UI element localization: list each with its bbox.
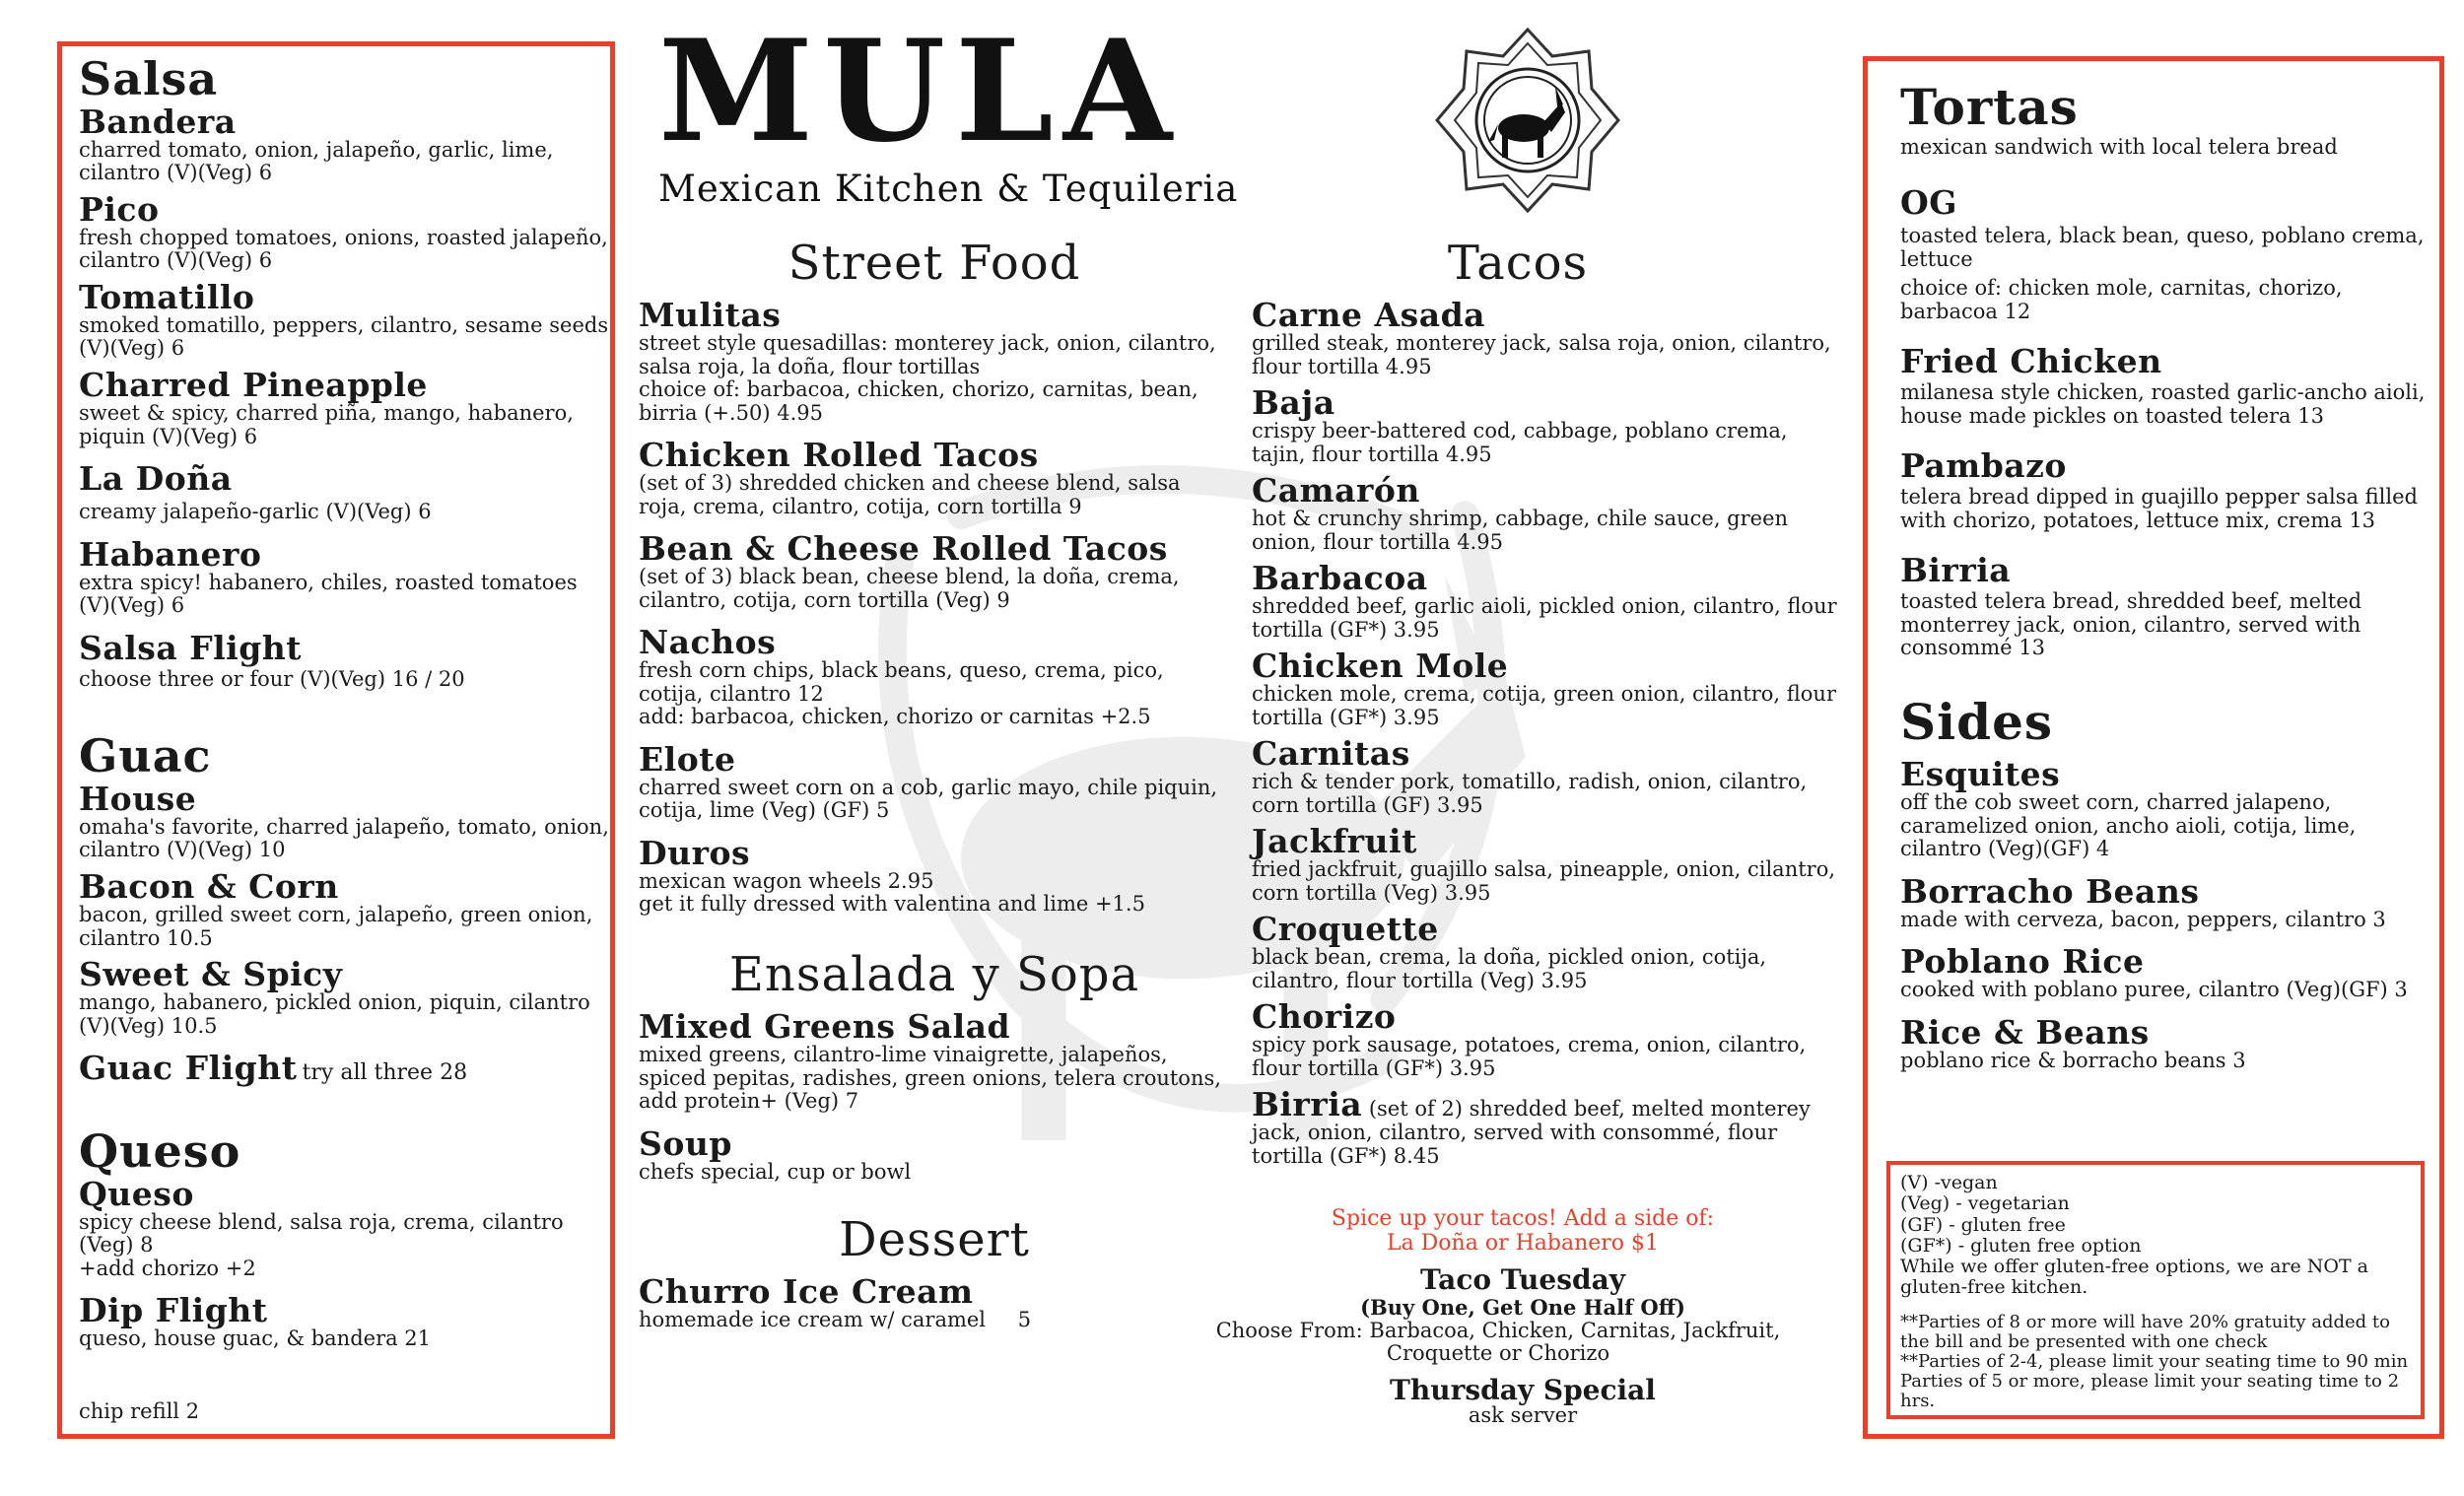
dessert-heading: Dessert bbox=[839, 1212, 1030, 1268]
taco-item bbox=[1252, 997, 1843, 1080]
legend bbox=[1900, 1173, 2413, 1411]
item-name: Bacon & Corn bbox=[79, 867, 339, 906]
ensalada-heading: Ensalada y Sopa bbox=[728, 946, 1140, 1002]
item-name: Birria bbox=[1252, 1085, 1363, 1124]
legend-note: **Parties of 8 or more will have 20% gratuity added to the bill and be presented with one check bbox=[1900, 1311, 2390, 1352]
item-desc: poblano rice & borracho beans 3 bbox=[1900, 1048, 2246, 1072]
street-food-item bbox=[639, 436, 1230, 518]
item-desc: extra spicy! habanero, chiles, roasted tomatoes (V)(Veg) 6 bbox=[79, 570, 578, 618]
item-name: Bean & Cheese Rolled Tacos bbox=[639, 529, 1168, 569]
item-name: Soup bbox=[639, 1123, 732, 1163]
item-desc: sweet & spicy, charred piña, mango, habanero, piquin (V)(Veg) 6 bbox=[79, 400, 574, 448]
item-desc-extra: choice of: chicken mole, carnitas, chorizo, barbacoa 12 bbox=[1900, 276, 2343, 323]
item-name: Chorizo bbox=[1252, 997, 1397, 1037]
torta-item bbox=[1900, 183, 2432, 323]
taco-item bbox=[1252, 559, 1843, 642]
item-desc: fresh chopped tomatoes, onions, roasted jalapeño, cilantro (V)(Veg) 6 bbox=[79, 225, 608, 273]
restaurant-logo-title: MULA bbox=[658, 10, 1183, 173]
item-desc: crispy beer-battered cod, cabbage, poblano crema, tajin, flour tortilla 4.95 bbox=[1252, 419, 1788, 466]
item-desc bbox=[639, 1309, 1230, 1332]
street-food-item bbox=[639, 296, 1230, 425]
item-name: Birria bbox=[1900, 551, 2012, 590]
tortas-heading: Tortas bbox=[1900, 78, 2079, 136]
street-food-heading: Street Food bbox=[787, 236, 1081, 291]
queso-item bbox=[79, 1291, 611, 1351]
salsa-heading: Salsa bbox=[79, 52, 219, 105]
item-desc: (set of 2) shredded beef, melted monterey jack, onion, cilantro, served with consommé, flour tortilla (GF*) 8.45 bbox=[1252, 1097, 1811, 1168]
item-desc: chefs special, cup or bowl bbox=[639, 1159, 912, 1184]
item-desc: creamy jalapeño-garlic (V)(Veg) 6 bbox=[79, 500, 432, 524]
item-name: Charred Pineapple bbox=[79, 365, 428, 404]
guac-item bbox=[79, 955, 611, 1038]
item-desc: queso, house guac, & bandera 21 bbox=[79, 1326, 432, 1351]
taco-tuesday-title: Taco Tuesday bbox=[1420, 1263, 1625, 1297]
item-desc: toasted telera, black bean, queso, poblano crema, lettuce bbox=[1900, 224, 2425, 271]
salsa-item bbox=[79, 365, 611, 448]
item-name: Barbacoa bbox=[1252, 559, 1428, 598]
thursday-special-subtitle: ask server bbox=[1468, 1402, 1578, 1427]
taco-item bbox=[1252, 910, 1843, 992]
item-name: Dip Flight bbox=[79, 1291, 268, 1330]
restaurant-subtitle: Mexican Kitchen & Tequileria bbox=[658, 168, 1239, 210]
item-name: Chicken Rolled Tacos bbox=[639, 436, 1039, 475]
taco-item bbox=[1252, 296, 1843, 378]
chip-refill: chip refill 2 bbox=[79, 1398, 200, 1423]
ensalada-item bbox=[639, 1123, 1230, 1185]
legend-line: (GF*) - gluten free option bbox=[1900, 1234, 2142, 1257]
item-desc: made with cerveza, bacon, peppers, cilantro 3 bbox=[1900, 907, 2386, 931]
item-name: Pico bbox=[79, 189, 160, 229]
item-desc: black bean, crema, la doña, pickled onion, cotija, cilantro, flour tortilla (Veg) 3.95 bbox=[1252, 945, 1767, 992]
item-desc: shredded beef, garlic aioli, pickled onion, cilantro, flour tortilla (GF*) 3.95 bbox=[1252, 594, 1837, 642]
item-name: Poblano Rice bbox=[1900, 942, 2145, 982]
item-desc: (set of 3) black bean, cheese blend, la doña, crema, cilantro, cotija, corn tortilla (Veg) 9 bbox=[639, 565, 1180, 612]
spice-line-2: La Doña or Habanero $1 bbox=[1386, 1230, 1660, 1256]
street-food-item bbox=[639, 529, 1230, 612]
item-desc: hot & crunchy shrimp, cabbage, chile sauce, green onion, flour tortilla 4.95 bbox=[1252, 507, 1789, 554]
guac-heading: Guac bbox=[79, 729, 212, 783]
side-item bbox=[1900, 755, 2432, 861]
guac-item bbox=[79, 867, 611, 950]
salsa-item bbox=[79, 534, 611, 618]
legend-line: (V) -vegan bbox=[1900, 1172, 1998, 1193]
item-name: Fried Chicken bbox=[1900, 342, 2162, 381]
tacos-heading: Tacos bbox=[1447, 236, 1589, 291]
taco-tuesday-choose: Choose From: Barbacoa, Chicken, Carnitas, Jackfruit, Croquette or Chorizo bbox=[1215, 1318, 1781, 1366]
item-desc: mixed greens, cilantro-lime vinaigrette, jalapeños, spiced pepitas, radishes, green onions, telera croutons, add protein+ (Veg) 7 bbox=[639, 1043, 1221, 1114]
item-desc: grilled steak, monterey jack, salsa roja, onion, cilantro, flour tortilla 4.95 bbox=[1252, 331, 1831, 378]
dessert-item bbox=[639, 1272, 1230, 1332]
item-desc: choose three or four (V)(Veg) 16 / 20 bbox=[79, 666, 465, 691]
thursday-special-title: Thursday Special bbox=[1390, 1373, 1656, 1406]
taco-item bbox=[1252, 471, 1843, 554]
item-desc: omaha's favorite, charred jalapeño, tomato, onion, cilantro (V)(Veg) 10 bbox=[79, 814, 609, 862]
taco-item bbox=[1252, 383, 1843, 466]
item-name: Guac Flight bbox=[79, 1049, 298, 1088]
salsa-item bbox=[79, 628, 611, 692]
item-name: Tomatillo bbox=[79, 277, 255, 316]
item-desc-extra: choice of: barbacoa, chicken, chorizo, carnitas, bean, birria (+.50) 4.95 bbox=[639, 377, 1198, 425]
item-desc: off the cob sweet corn, charred jalapeno, caramelized onion, ancho aioli, cotija, lime, cilantro (Veg)(GF) 4 bbox=[1900, 790, 2357, 861]
item-desc: try all three 28 bbox=[302, 1060, 468, 1086]
item-name: Baja bbox=[1252, 383, 1335, 423]
item-desc: charred sweet corn on a cob, garlic mayo, chile piquin, cotija, lime (Veg) (GF) 5 bbox=[639, 775, 1218, 823]
item-desc-text: homemade ice cream w/ caramel bbox=[639, 1308, 987, 1332]
street-food-item bbox=[639, 739, 1230, 823]
side-item bbox=[1900, 1012, 2432, 1073]
spice-line-1: Spice up your tacos! Add a side of: bbox=[1331, 1206, 1715, 1232]
taco-item bbox=[1252, 646, 1843, 729]
legend-line: (GF) - gluten free bbox=[1900, 1213, 2066, 1236]
queso-heading: Queso bbox=[79, 1123, 241, 1178]
salsa-item bbox=[79, 102, 611, 185]
item-desc: smoked tomatillo, peppers, cilantro, sesame seeds (V)(Veg) 6 bbox=[79, 312, 609, 361]
item-name: Mixed Greens Salad bbox=[639, 1007, 1011, 1047]
item-price: 5 bbox=[1017, 1308, 1032, 1332]
item-desc: spicy cheese blend, salsa roja, crema, cilantro (Veg) 8 bbox=[79, 1209, 564, 1258]
item-desc: fresh corn chips, black beans, queso, crema, pico, cotija, cilantro 12 bbox=[639, 658, 1164, 706]
guac-item bbox=[79, 779, 611, 862]
item-extra: +add chorizo +2 bbox=[79, 1256, 256, 1280]
item-desc: rich & tender pork, tomatillo, radish, onion, cilantro, corn tortilla (GF) 3.95 bbox=[1252, 770, 1808, 817]
tacos-column bbox=[1215, 236, 1843, 1427]
street-food-item bbox=[639, 833, 1230, 917]
item-name: Camarón bbox=[1252, 471, 1420, 510]
taco-tuesday-subtitle: (Buy One, Get One Half Off) bbox=[1360, 1295, 1685, 1321]
item-name: Duros bbox=[639, 833, 751, 872]
item-desc: toasted telera bread, shredded beef, melted monterrey jack, onion, cilantro, served with consommé 13 bbox=[1900, 589, 2362, 660]
torta-item bbox=[1900, 551, 2432, 660]
item-name: Rice & Beans bbox=[1900, 1012, 2150, 1052]
item-desc: spicy pork sausage, potatoes, crema, onion, cilantro, flour tortilla (GF*) 3.95 bbox=[1252, 1033, 1807, 1080]
item-name: Mulitas bbox=[639, 296, 782, 335]
item-name: OG bbox=[1900, 183, 1957, 223]
salsa-item bbox=[79, 189, 611, 273]
torta-item bbox=[1900, 446, 2432, 532]
item-name: Elote bbox=[639, 739, 736, 779]
item-name: Queso bbox=[79, 1174, 194, 1213]
item-name: Churro Ice Cream bbox=[639, 1272, 974, 1312]
item-desc-extra: add: barbacoa, chicken, chorizo or carnitas +2.5 bbox=[639, 705, 1151, 729]
item-desc: mango, habanero, pickled onion, piquin, cilantro (V)(Veg) 10.5 bbox=[79, 990, 590, 1038]
side-item bbox=[1900, 871, 2432, 932]
item-name: Carnitas bbox=[1252, 734, 1410, 774]
item-desc: bacon, grilled sweet corn, jalapeño, green onion, cilantro 10.5 bbox=[79, 903, 593, 950]
right-column bbox=[1900, 79, 2432, 1072]
item-name: House bbox=[79, 779, 197, 818]
item-name: Borracho Beans bbox=[1900, 871, 2200, 911]
legend-line: While we offer gluten-free options, we are NOT a gluten-free kitchen. bbox=[1900, 1256, 2369, 1299]
item-name: Carne Asada bbox=[1252, 296, 1486, 335]
tortas-subtitle: mexican sandwich with local telera bread bbox=[1900, 134, 2338, 159]
sides-heading: Sides bbox=[1900, 692, 2054, 751]
legend-line: (Veg) - vegetarian bbox=[1900, 1192, 2070, 1215]
item-desc: (set of 3) shredded chicken and cheese blend, salsa roja, crema, cilantro, cotija, corn tortilla 9 bbox=[639, 471, 1181, 518]
item-desc-extra: get it fully dressed with valentina and lime +1.5 bbox=[639, 892, 1145, 917]
street-food-column bbox=[639, 237, 1230, 1332]
item-name: La Doña bbox=[79, 459, 233, 499]
torta-item bbox=[1900, 342, 2432, 428]
ensalada-item bbox=[639, 1007, 1230, 1114]
item-name: Esquites bbox=[1900, 755, 2061, 794]
item-desc: milanesa style chicken, roasted garlic-ancho aioli, house made pickles on toasted telera 13 bbox=[1900, 380, 2426, 428]
left-column bbox=[79, 53, 611, 1423]
salsa-item bbox=[79, 277, 611, 361]
item-desc: chicken mole, crema, cotija, green onion, cilantro, flour tortilla (GF*) 3.95 bbox=[1252, 682, 1836, 729]
taco-item-birria bbox=[1252, 1085, 1843, 1168]
item-desc: mexican wagon wheels 2.95 bbox=[639, 868, 934, 893]
item-name: Salsa Flight bbox=[79, 628, 303, 667]
item-desc: cooked with poblano puree, cilantro (Veg)(GF) 3 bbox=[1900, 978, 2408, 1002]
item-name: Pambazo bbox=[1900, 446, 2067, 486]
street-food-item bbox=[639, 623, 1230, 729]
item-desc: fried jackfruit, guajillo salsa, pineapple, onion, cilantro, corn tortilla (Veg) 3.95 bbox=[1252, 857, 1836, 905]
item-desc: charred tomato, onion, jalapeño, garlic, lime, cilantro (V)(Veg) 6 bbox=[79, 137, 554, 185]
item-desc: street style quesadillas: monterey jack, onion, cilantro, salsa roja, la doña, flour tortillas bbox=[639, 331, 1216, 378]
item-name: Croquette bbox=[1252, 910, 1439, 949]
legend-note: **Parties of 2-4, please limit your seating time to 90 min Parties of 5 or more, please limit your seating time to 2 hrs. bbox=[1900, 1350, 2409, 1412]
guac-flight bbox=[79, 1049, 611, 1088]
taco-item bbox=[1252, 734, 1843, 817]
item-name: Sweet & Spicy bbox=[79, 955, 343, 994]
item-name: Bandera bbox=[79, 102, 237, 141]
item-name: Chicken Mole bbox=[1252, 646, 1509, 686]
salsa-item bbox=[79, 459, 611, 524]
item-name: Nachos bbox=[639, 623, 777, 662]
taco-item bbox=[1252, 822, 1843, 905]
donkey-emblem-icon bbox=[1429, 22, 1626, 219]
item-name: Jackfruit bbox=[1252, 822, 1417, 861]
side-item bbox=[1900, 942, 2432, 1002]
item-name: Habanero bbox=[79, 534, 262, 574]
queso-item bbox=[79, 1174, 611, 1281]
item-desc: telera bread dipped in guajillo pepper salsa filled with chorizo, potatoes, lettuce mix, crema 13 bbox=[1900, 485, 2418, 532]
